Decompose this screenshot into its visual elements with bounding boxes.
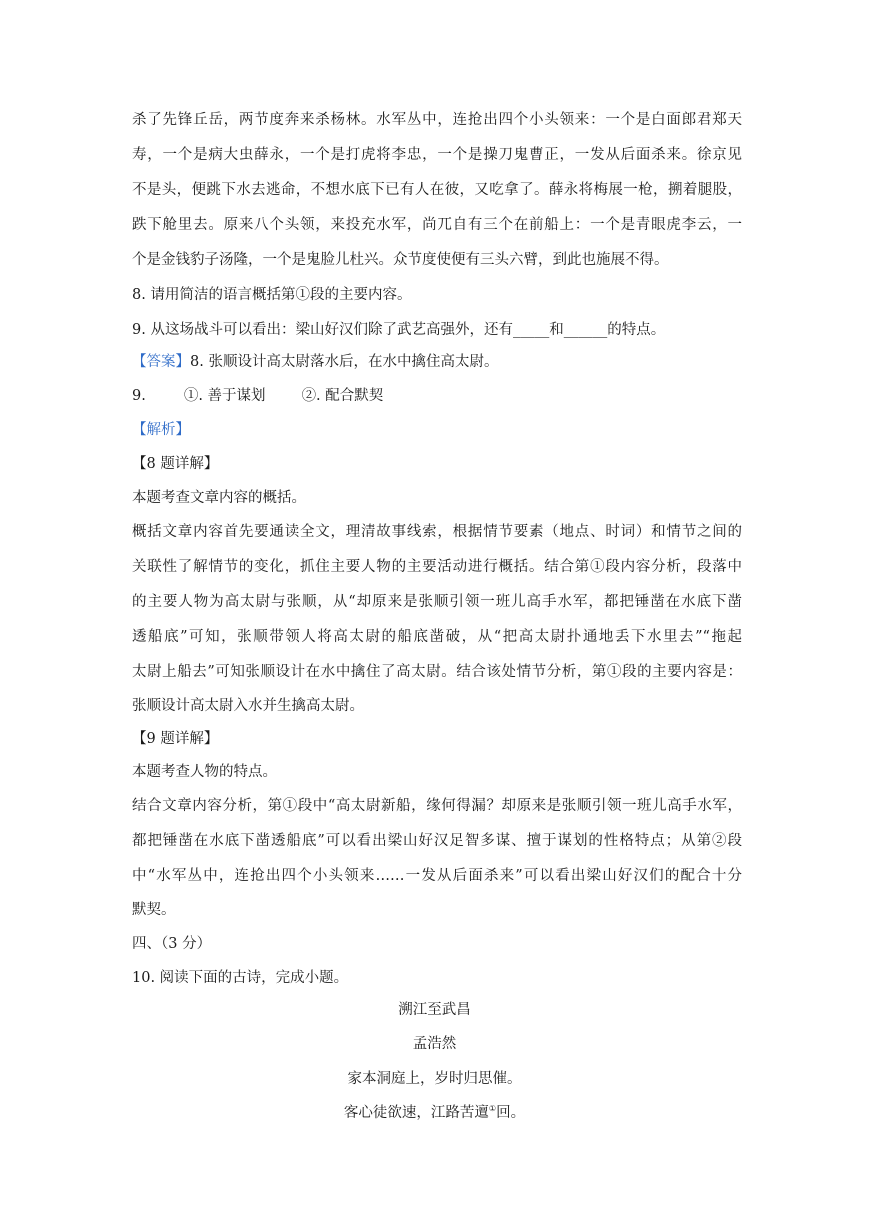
poem-title: 溯江至武昌 xyxy=(398,1002,471,1018)
detail-8-line: 太尉上船去”可知张顺设计在水中擒住了高太尉。结合该处情节分析，第①段的主要内容是： xyxy=(132,664,742,680)
answer-line xyxy=(132,352,742,372)
poem-line xyxy=(0,1103,869,1123)
detail-9-line: 都把锤凿在水底下凿透船底”可以看出梁山好汉足智多谋、擅于谋划的性格特点；从第②段 xyxy=(132,833,742,849)
question-10: 10. 阅读下面的古诗，完成小题。 xyxy=(132,970,349,986)
passage-line: 个是金钱豹子汤隆，一个是鬼脸儿杜兴。众节度使便有三头六臂，到此也施展不得。 xyxy=(132,252,669,268)
detail-8-line: 的主要人物为高太尉与张顺，从“却原来是张顺引领一班儿高手水军，都把锤凿在水底下凿 xyxy=(132,594,742,610)
answer-8: 8. 张顺设计高太尉落水后，在水中擒住高太尉。 xyxy=(190,354,499,370)
detail-8-header: 【8 题详解】 xyxy=(132,456,219,472)
analysis-tag: 【解析】 xyxy=(132,422,190,438)
passage-line: 跌下舱里去。原来八个头领，来投充水军，尚兀自有三个在前船上：一个是青眼虎李云，一 xyxy=(132,217,742,233)
poem-line-text: 客心徒欲速，江路苦邅 xyxy=(343,1105,489,1121)
footnote-marker: ① xyxy=(488,1104,497,1114)
poem-author: 孟浩然 xyxy=(412,1036,457,1052)
detail-8-line: 张顺设计高太尉入水并生擒高太尉。 xyxy=(132,698,364,714)
detail-8-line: 关联性了解情节的变化，抓住主要人物的主要活动进行概括。结合第①段内容分析，段落中 xyxy=(132,559,742,575)
poem-line: 家本洞庭上，岁时归思催。 xyxy=(347,1071,522,1087)
detail-8-intro: 本题考查文章内容的概括。 xyxy=(132,490,306,506)
detail-8-line: 概括文章内容首先要通读全文，理清故事线索，根据情节要素（地点、时词）和情节之间的 xyxy=(132,524,742,540)
detail-8-line: 透船底”可知，张顺带领人将高太尉的船底凿破，从“把高太尉扑通地丢下水里去”“拖起 xyxy=(132,629,742,645)
section-four-heading: 四、（3 分） xyxy=(132,936,212,952)
answer-9-option-1: ①. 善于谋划 xyxy=(183,388,266,404)
detail-9-line: 中“水军丛中，连抢出四个小头领来……一发从后面杀来”可以看出梁山好汉们的配合十分 xyxy=(132,868,742,884)
detail-9-intro: 本题考查人物的特点。 xyxy=(132,764,277,780)
detail-9-header: 【9 题详解】 xyxy=(132,731,219,747)
question-9: 9. 从这场战斗可以看出：梁山好汉们除了武艺高强外，还有_____和______的特点。 xyxy=(132,322,666,338)
answer-9-line xyxy=(132,386,742,406)
passage-line: 杀了先锋丘岳，两节度奔来杀杨林。水军丛中，连抢出四个小头领来：一个是白面郎君郑天 xyxy=(132,112,742,128)
question-8: 8. 请用简洁的语言概括第①段的主要内容。 xyxy=(132,287,412,303)
answer-9-option-2: ②. 配合默契 xyxy=(301,388,384,404)
detail-9-line: 默契。 xyxy=(132,902,176,918)
poem-line-text: 回。 xyxy=(496,1105,526,1121)
detail-9-line: 结合文章内容分析，第①段中“高太尉新船，缘何得漏？却原来是张顺引领一班儿高手水军， xyxy=(132,798,742,814)
answer-9-number: 9. xyxy=(132,388,146,404)
answer-tag: 【答案】 xyxy=(132,354,190,370)
passage-line: 不是头，便跳下水去逃命，不想水底下已有人在彼，又吃拿了。薛永将梅展一枪，搠着腿股， xyxy=(132,182,742,198)
passage-line: 寿，一个是病大虫薛永，一个是打虎将李忠，一个是操刀鬼曹正，一发从后面杀来。徐京见 xyxy=(132,147,742,163)
